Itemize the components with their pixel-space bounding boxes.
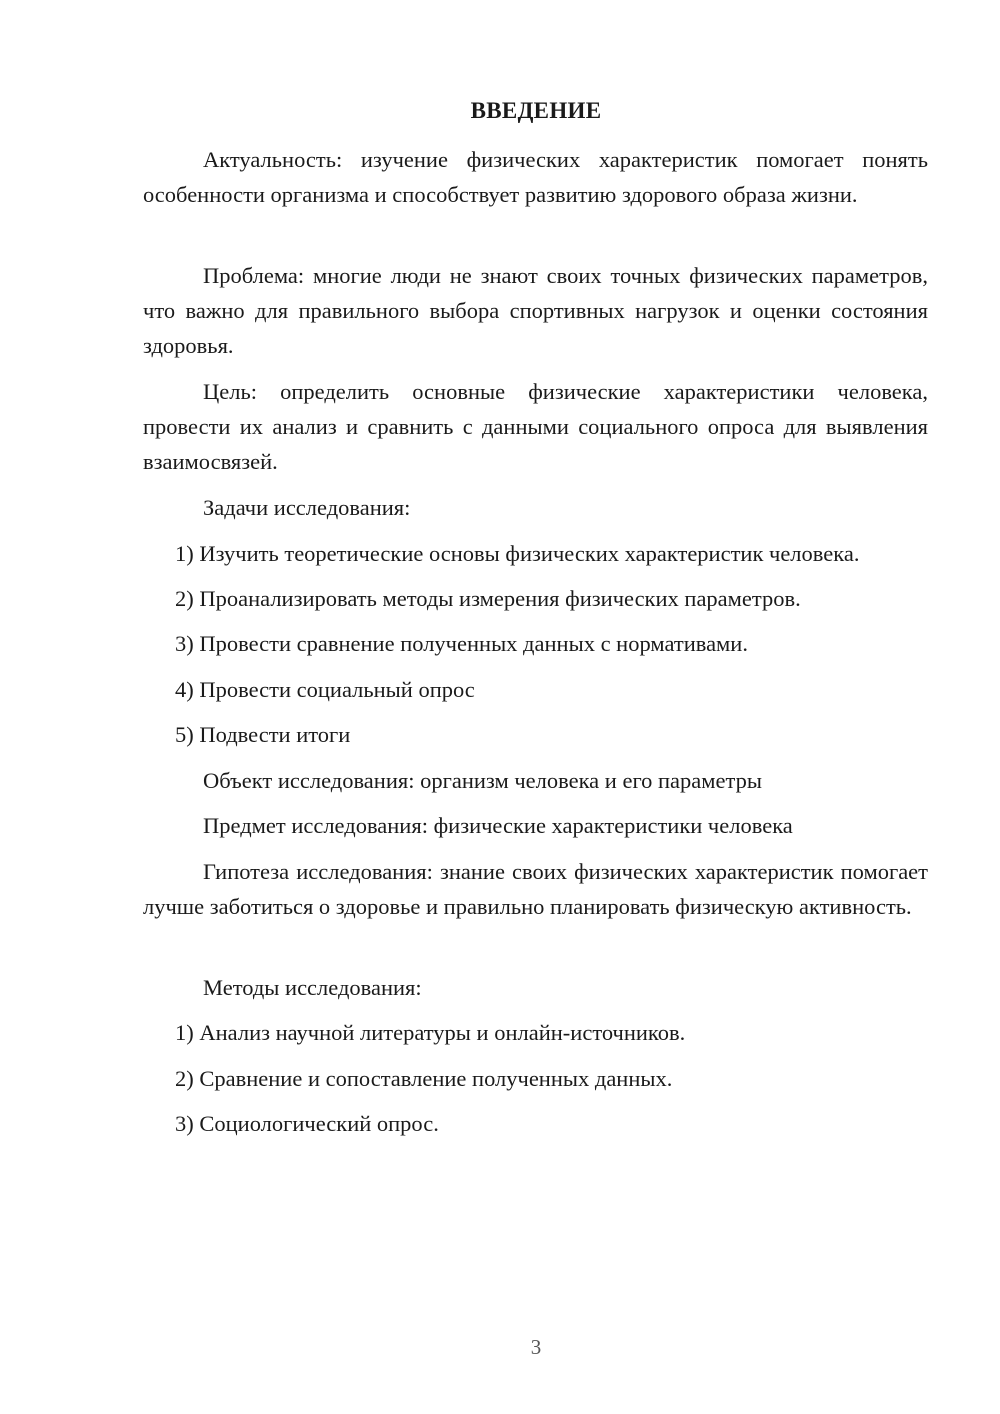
goal-text: Цель: определить основные физические характеристики человека, провести их анализ и сравнить с данными социального опроса для выявления взаимосвязей.	[143, 379, 928, 474]
method-item-2: 2) Сравнение и сопоставление полученных данных.	[175, 1066, 673, 1091]
relevance-text: Актуальность: изучение физических характеристик помогает понять особенности организма и способствует развитию здорового образа жизни.	[143, 147, 928, 207]
task-item-4: 4) Провести социальный опрос	[175, 677, 475, 702]
problem-text: Проблема: многие люди не знают своих точных физических параметров, что важно для правильного выбора спортивных нагрузок и оценки состояния здоровья.	[143, 263, 928, 358]
paragraph-hypothesis	[143, 854, 928, 924]
task-item-5: 5) Подвести итоги	[175, 722, 351, 747]
task-item-3: 3) Провести сравнение полученных данных с нормативами.	[175, 631, 748, 656]
task-item-1: 1) Изучить теоретические основы физических характеристик человека.	[175, 541, 860, 566]
tasks-heading: Задачи исследования:	[203, 495, 411, 520]
paragraph-goal	[143, 374, 928, 479]
method-item-3: 3) Социологический опрос.	[175, 1111, 439, 1136]
page-number: 3	[530, 1335, 542, 1359]
paragraph-relevance	[143, 142, 928, 212]
methods-heading: Методы исследования:	[203, 975, 422, 1000]
task-item-2: 2) Проанализировать методы измерения физических параметров.	[175, 586, 801, 611]
paragraph-problem	[143, 258, 928, 363]
research-subject: Предмет исследования: физические характеристики человека	[203, 813, 793, 838]
hypothesis-text: Гипотеза исследования: знание своих физических характеристик помогает лучше заботиться о здоровье и правильно планировать физическую активность.	[143, 859, 928, 919]
section-title: ВВЕДЕНИЕ	[470, 98, 602, 123]
method-item-1: 1) Анализ научной литературы и онлайн-источников.	[175, 1020, 686, 1045]
research-object: Объект исследования: организм человека и его параметры	[203, 768, 762, 793]
